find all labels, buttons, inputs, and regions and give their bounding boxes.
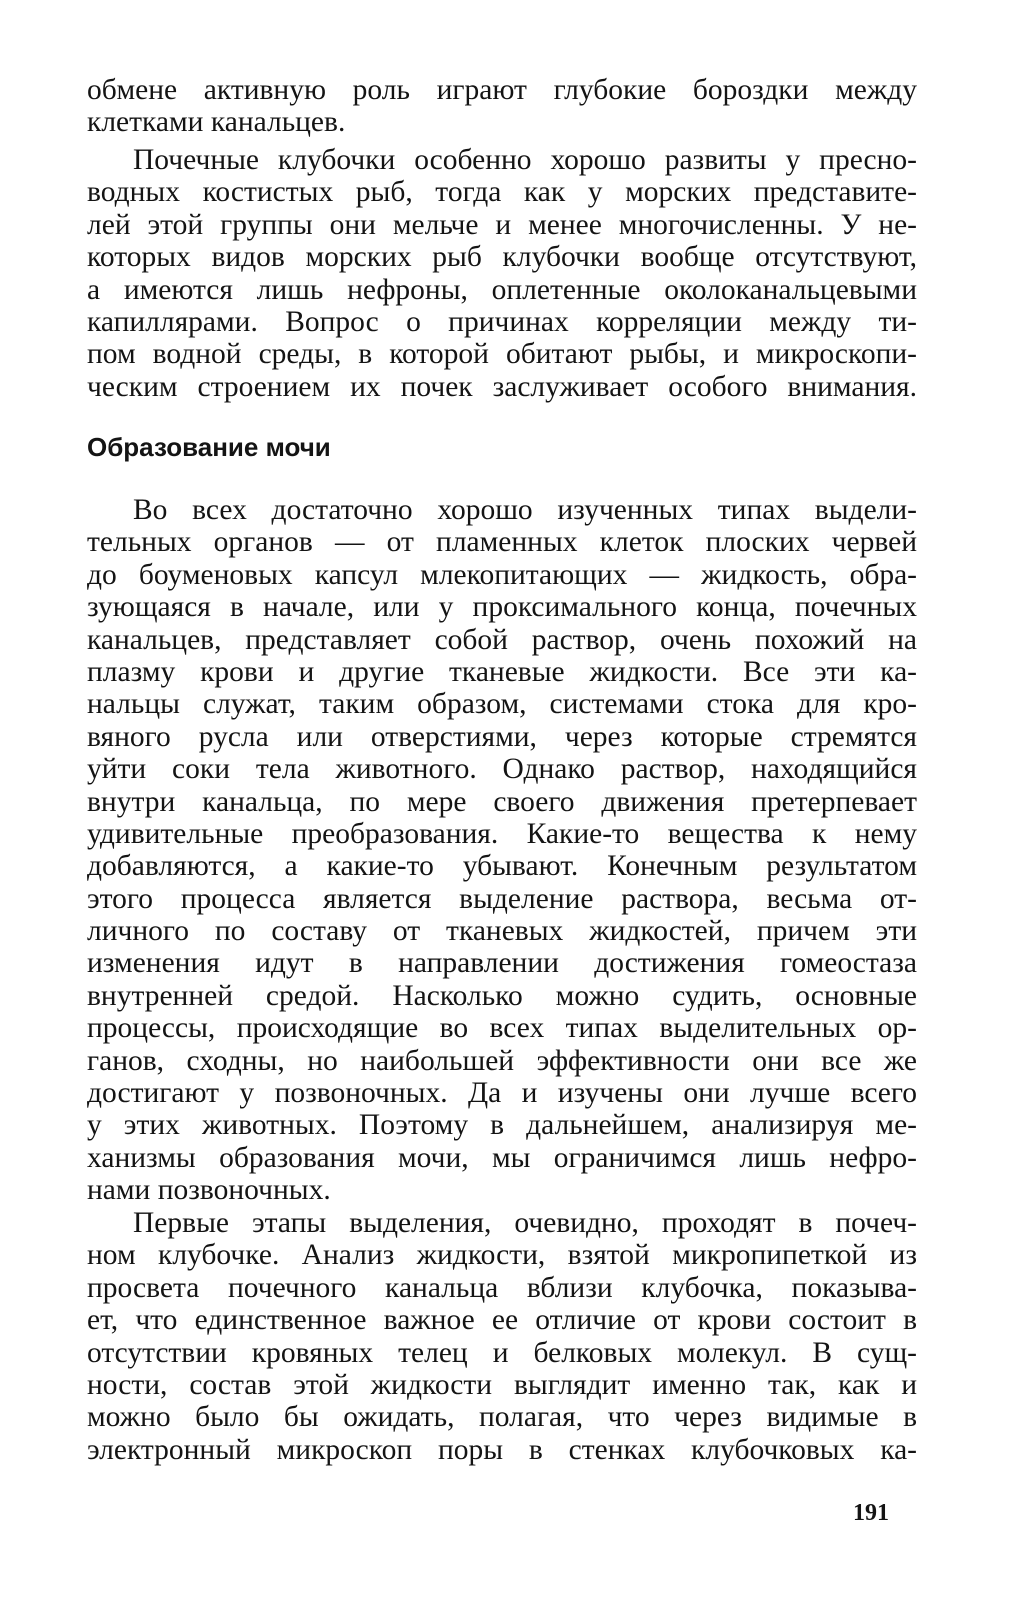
text-line: ганов, сходны, но наибольшей эффективности они все же [87, 1044, 917, 1077]
paragraph-2 [87, 144, 917, 403]
text-line: нами позвоночных. [87, 1174, 331, 1207]
paragraph-1-continuation [87, 74, 917, 139]
text-line: личного по составу от тканевых жидкостей, причем эти [87, 915, 917, 948]
text-line: а имеются лишь нефроны, оплетенные околоканальцевыми [87, 273, 917, 306]
paragraph-4 [87, 1207, 917, 1466]
text-line: нальцы служат, таким образом, системами стока для кро- [87, 688, 917, 721]
text-line: ческим строением их почек заслуживает особого внимания. [87, 370, 917, 403]
text-line: плазму крови и другие тканевые жидкости. Все эти ка- [87, 655, 917, 688]
text-line: капиллярами. Вопрос о причинах корреляции между ти- [87, 305, 917, 338]
text-line: обмене активную роль играют глубокие бороздки между [87, 74, 917, 106]
text-line: достигают у позвоночных. Да и изучены они лучше всего [87, 1077, 917, 1110]
text-line: клетками канальцев. [87, 106, 346, 139]
section-heading: Образование мочи [87, 432, 331, 462]
paragraph-3 [87, 494, 917, 1207]
text-line: ханизмы образования мочи, мы ограничимся лишь нефро- [87, 1141, 917, 1174]
text-line: уйти соки тела животного. Однако раствор, находящийся [87, 753, 917, 786]
text-line: ном клубочке. Анализ жидкости, взятой микропипеткой из [87, 1239, 917, 1272]
text-line: внутри канальца, по мере своего движения претерпевает [87, 785, 917, 818]
text-line: отсутствии кровяных телец и белковых молекул. В сущ- [87, 1336, 917, 1369]
text-line: можно было бы ожидать, полагая, что через видимые в [87, 1401, 917, 1434]
text-line: у этих животных. Поэтому в дальнейшем, анализируя ме- [87, 1109, 917, 1142]
text-line: пом водной среды, в которой обитают рыбы, и микроскопи- [87, 338, 917, 371]
text-line: этого процесса является выделение раствора, весьма от- [87, 882, 917, 915]
page-number: 191 [853, 1500, 889, 1526]
text-line: вяного русла или отверстиями, через которые стремятся [87, 720, 917, 753]
text-line: Почечные клубочки особенно хорошо развиты у пресно- [133, 144, 917, 176]
text-line: Первые этапы выделения, очевидно, проходят в почеч- [133, 1207, 917, 1239]
text-line: электронный микроскоп поры в стенках клубочковых ка- [87, 1433, 917, 1466]
text-line: просвета почечного канальца вблизи клубочка, показыва- [87, 1271, 917, 1304]
text-line: ности, состав этой жидкости выглядит именно так, как и [87, 1368, 917, 1401]
text-line: которых видов морских рыб клубочки вообще отсутствуют, [87, 241, 917, 274]
text-line: тельных органов — от пламенных клеток плоских червей [87, 526, 917, 559]
text-line: изменения идут в направлении достижения гомеостаза [87, 947, 917, 980]
text-line: водных костистых рыб, тогда как у морских представите- [87, 176, 917, 209]
text-line: ет, что единственное важное ее отличие от крови состоит в [87, 1304, 917, 1337]
text-line: лей этой группы они мельче и менее многочисленны. У не- [87, 208, 917, 241]
text-line: до боуменовых капсул млекопитающих — жидкость, обра- [87, 558, 917, 591]
text-line: удивительные преобразования. Какие-то вещества к нему [87, 817, 917, 850]
text-line: добавляются, а какие-то убывают. Конечным результатом [87, 850, 917, 883]
text-line: Во всех достаточно хорошо изученных типах выдели- [133, 494, 917, 526]
text-line: канальцев, представляет собой раствор, очень похожий на [87, 623, 917, 656]
text-line: внутренней средой. Насколько можно судить, основные [87, 979, 917, 1012]
text-line: зующаяся в начале, или у проксимального конца, почечных [87, 591, 917, 624]
text-line: процессы, происходящие во всех типах выделительных ор- [87, 1012, 917, 1045]
